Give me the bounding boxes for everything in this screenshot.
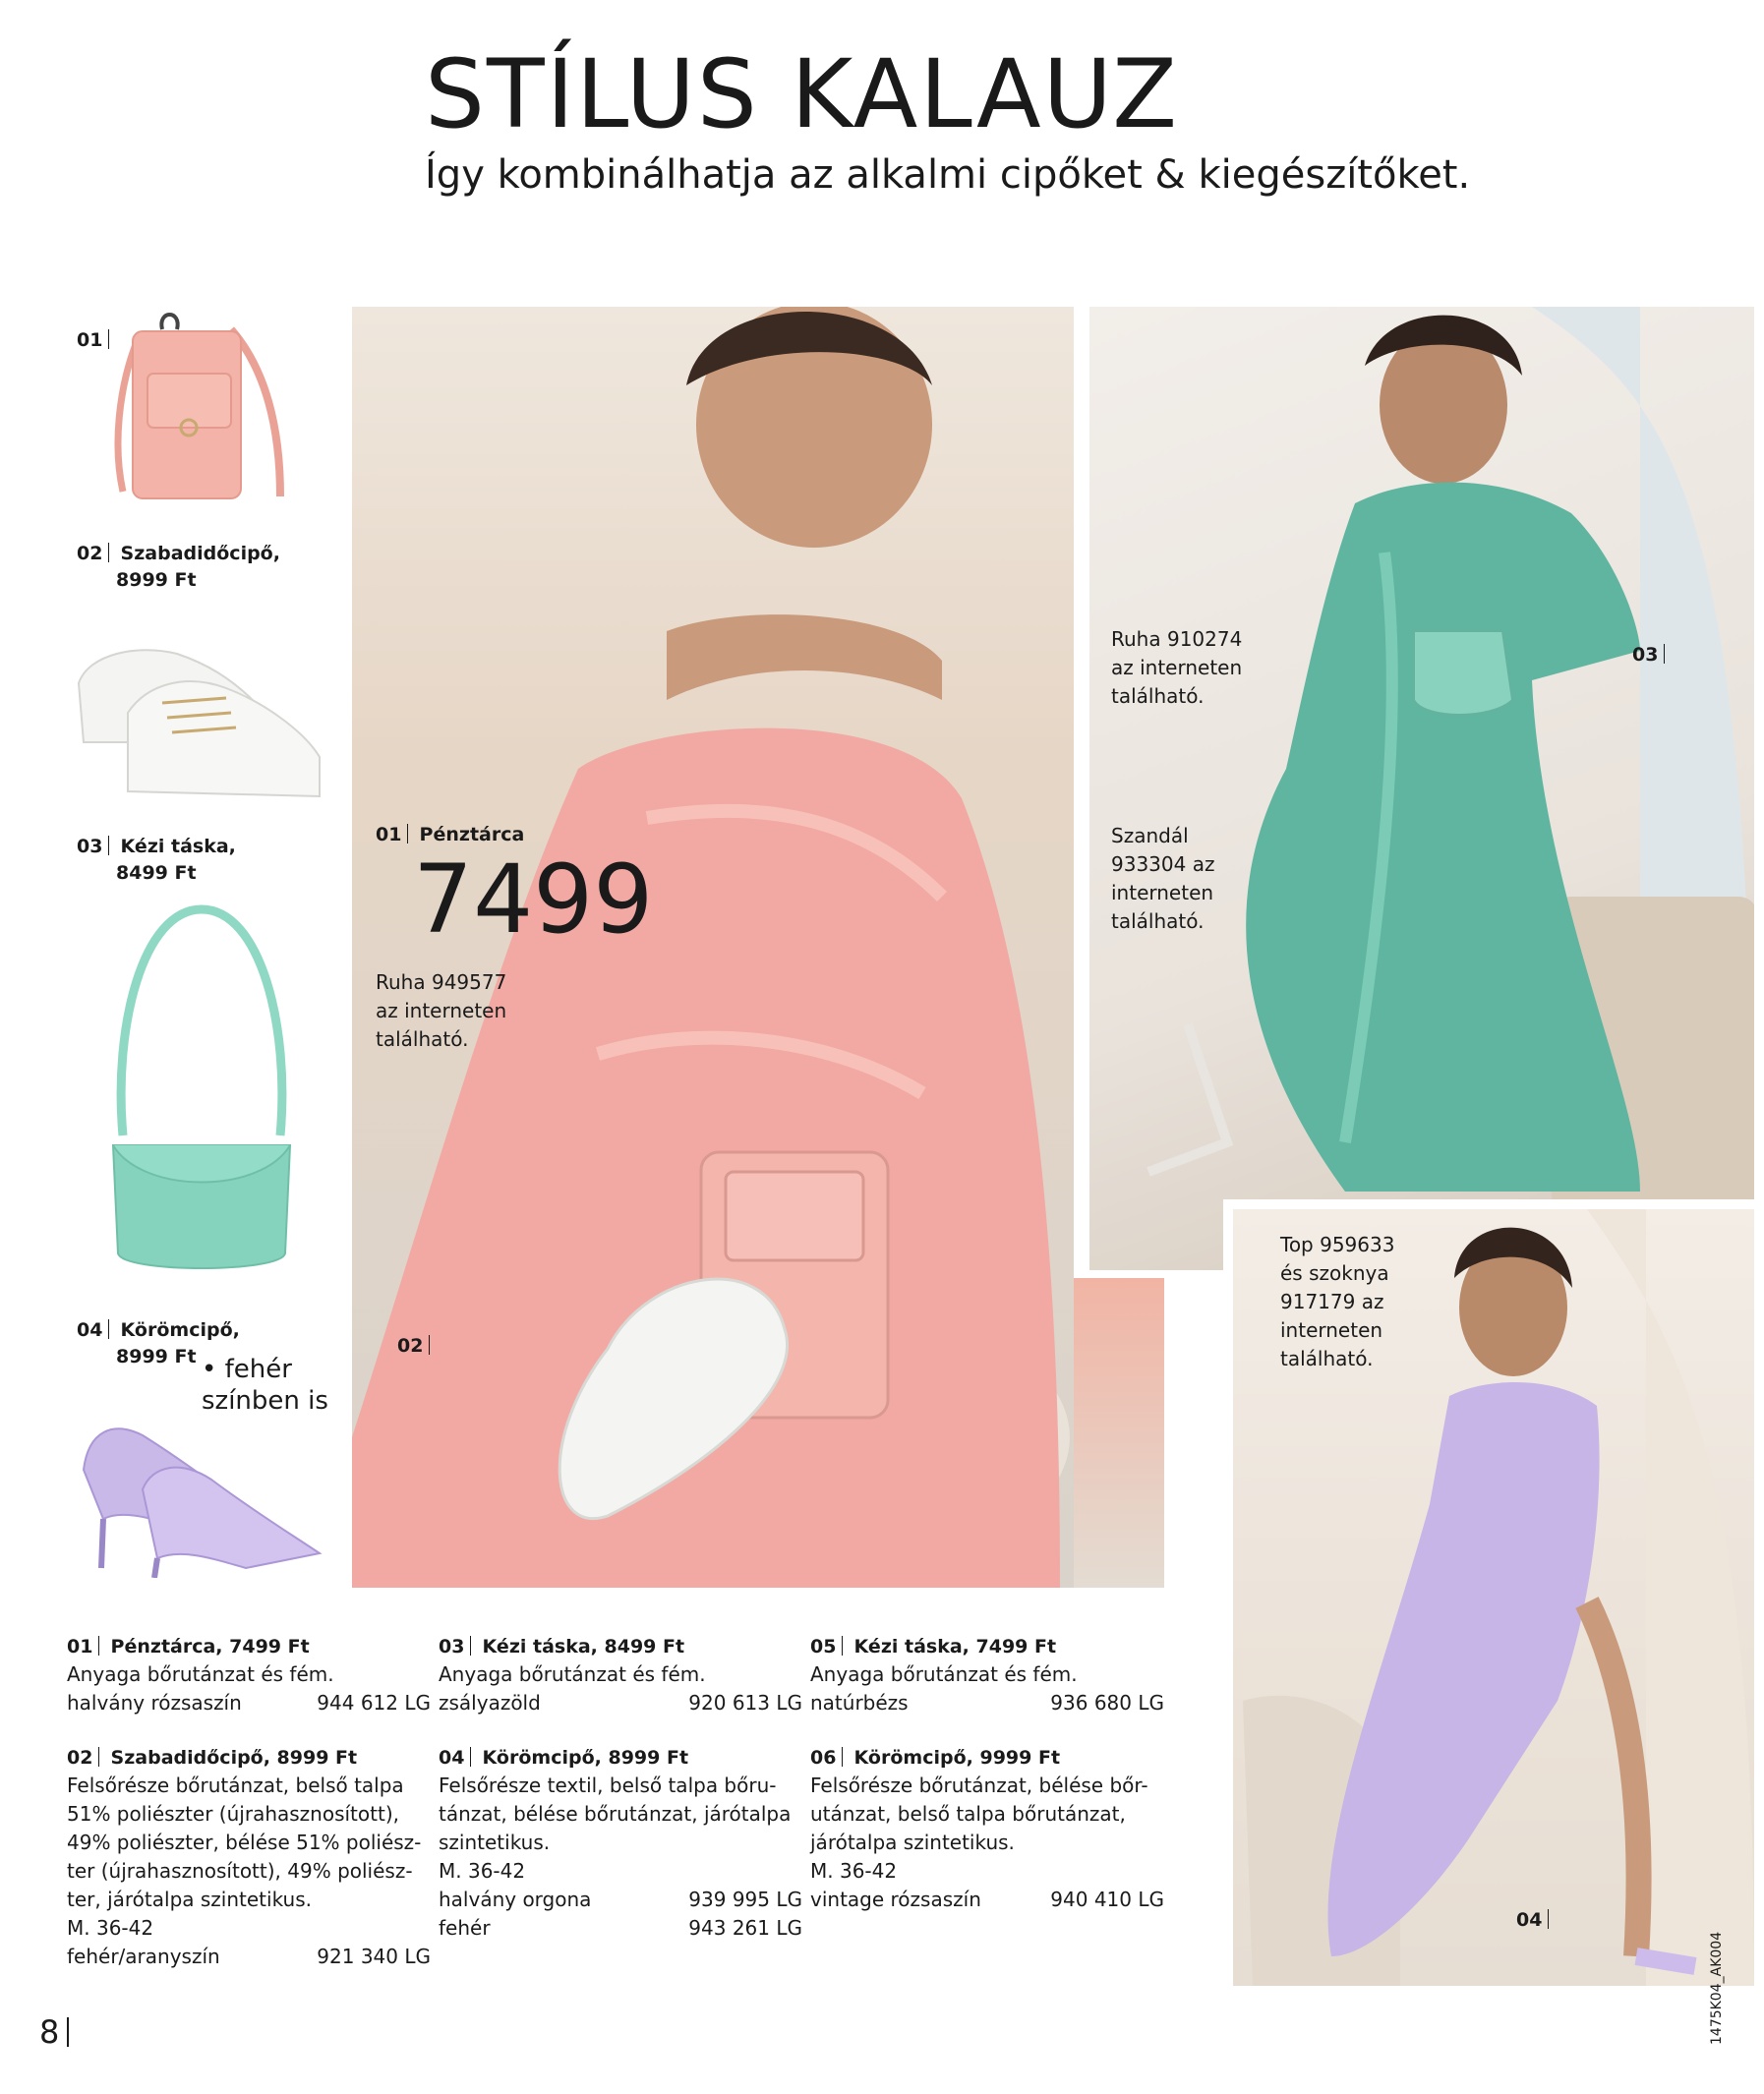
product-number: 02 xyxy=(67,1747,99,1769)
variant-row xyxy=(439,1886,802,1914)
handbag-icon xyxy=(103,900,300,1283)
product-column-1 xyxy=(67,1634,431,1971)
dress-note: Ruha 949577 az interneten található. xyxy=(376,970,507,1051)
page-subtitle: Így kombinálhatja az alkalmi cipőket & kiegészítőket. xyxy=(425,152,1471,198)
color-note: • fehér színben is xyxy=(202,1355,328,1416)
product-column-3 xyxy=(810,1634,1164,1914)
variant-code: 943 261 LG xyxy=(688,1916,802,1940)
variant-code: 940 410 LG xyxy=(1050,1888,1164,1911)
product-desc: járótalpa szintetikus. xyxy=(810,1831,1015,1854)
product-desc: Felsőrésze bőrutánzat, bélése bőr- xyxy=(810,1774,1148,1797)
product-desc: ter (újrahasznosított), 49% poliész- xyxy=(67,1859,413,1883)
product-desc: utánzat, belső talpa bőrutánzat, xyxy=(810,1802,1126,1826)
variant-color: halvány rózsaszín xyxy=(67,1691,242,1715)
product-desc: 51% poliészter (újrahasznosított), xyxy=(67,1802,399,1826)
item-number: 04 xyxy=(77,1319,109,1341)
variant-row xyxy=(67,1689,431,1717)
variant-code: 939 995 LG xyxy=(688,1888,802,1911)
left-item-03 xyxy=(77,834,236,887)
product-title: Szabadidőcipő, 8999 Ft xyxy=(110,1747,358,1769)
product-number: 04 xyxy=(439,1747,471,1769)
variant-row xyxy=(439,1689,802,1717)
item-price: 8999 Ft xyxy=(116,569,197,591)
product-06 xyxy=(810,1745,1164,1914)
big-price: 7499 xyxy=(413,844,654,955)
product-desc: Felsőrésze bőrutánzat, belső talpa xyxy=(67,1774,404,1797)
variant-row xyxy=(810,1689,1164,1717)
marker-02 xyxy=(397,1335,430,1357)
variant-code: 920 613 LG xyxy=(688,1691,802,1715)
item-number: 02 xyxy=(77,543,109,564)
product-desc: Anyaga bőrutánzat és fém. xyxy=(67,1662,334,1686)
catalog-code: 1475K04_AK004 xyxy=(1709,1931,1725,2045)
product-desc: Anyaga bőrutánzat és fém. xyxy=(439,1662,706,1686)
variant-color: vintage rózsaszín xyxy=(810,1888,981,1911)
product-number: 06 xyxy=(810,1747,843,1769)
page-number: 8 xyxy=(39,2013,69,2051)
product-title: Kézi táska, 7499 Ft xyxy=(853,1636,1057,1658)
item-price: 8999 Ft xyxy=(116,1346,197,1367)
product-desc: M. 36-42 xyxy=(439,1859,526,1883)
marker-03 xyxy=(1632,644,1665,666)
product-desc: M. 36-42 xyxy=(67,1916,154,1940)
marker-04 xyxy=(1516,1909,1549,1931)
product-01 xyxy=(67,1634,431,1717)
left-item-02 xyxy=(77,541,280,594)
item-name: Pénztárca xyxy=(419,824,525,845)
marker-number: 04 xyxy=(1516,1909,1549,1931)
product-number: 05 xyxy=(810,1636,843,1658)
variant-code: 944 612 LG xyxy=(317,1691,431,1715)
product-desc: Anyaga bőrutánzat és fém. xyxy=(810,1662,1078,1686)
product-desc: ter, járótalpa szintetikus. xyxy=(67,1888,312,1911)
variant-row xyxy=(810,1886,1164,1914)
product-title: Körömcipő, 8999 Ft xyxy=(482,1747,689,1769)
item-name: Kézi táska, xyxy=(120,836,236,857)
product-desc: szintetikus. xyxy=(439,1831,551,1854)
top-skirt-note: Top 959633 és szoknya 917179 az interneten található. xyxy=(1280,1233,1395,1370)
item-name: Szabadidőcipő, xyxy=(120,543,280,564)
marker-number: 03 xyxy=(1632,644,1665,666)
sandal-note: Szandál 933304 az interneten található. xyxy=(1111,824,1215,933)
product-number: 01 xyxy=(67,1636,99,1658)
item-number: 01 xyxy=(376,824,408,845)
product-column-2 xyxy=(439,1634,802,1943)
variant-color: fehér/aranyszín xyxy=(67,1945,220,1968)
variant-color: fehér xyxy=(439,1916,491,1940)
variant-code: 936 680 LG xyxy=(1050,1691,1164,1715)
product-title: Pénztárca, 7499 Ft xyxy=(110,1636,310,1658)
photo-pink-dress-extension xyxy=(1074,1278,1164,1588)
model-mint-illustration xyxy=(1089,307,1754,1270)
item-name: Körömcipő, xyxy=(120,1319,240,1341)
product-number: 03 xyxy=(439,1636,471,1658)
product-desc: 49% poliészter, bélése 51% poliész- xyxy=(67,1831,422,1854)
product-02 xyxy=(67,1745,431,1971)
item-price: 8499 Ft xyxy=(116,862,197,884)
product-desc: tánzat, bélése bőrutánzat, járótalpa xyxy=(439,1802,792,1826)
product-05 xyxy=(810,1634,1164,1717)
product-title: Kézi táska, 8499 Ft xyxy=(482,1636,685,1658)
marker-number: 02 xyxy=(397,1335,430,1357)
wallet-bag-icon xyxy=(108,310,295,516)
variant-color: zsályazöld xyxy=(439,1691,541,1715)
variant-row xyxy=(67,1943,431,1971)
pump-shoe-icon xyxy=(74,1371,329,1578)
photo-mint-dress xyxy=(1089,307,1754,1270)
product-04 xyxy=(439,1745,802,1943)
item-number: 03 xyxy=(77,836,109,857)
product-desc: Felsőrésze textil, belső talpa bőru- xyxy=(439,1774,777,1797)
variant-color: natúrbézs xyxy=(810,1691,909,1715)
page-title: STÍLUS KALAUZ xyxy=(425,39,1179,149)
variant-color: halvány orgona xyxy=(439,1888,592,1911)
product-title: Körömcipő, 9999 Ft xyxy=(853,1747,1061,1769)
product-desc: M. 36-42 xyxy=(810,1859,898,1883)
item-number: 01 xyxy=(77,329,109,351)
product-03 xyxy=(439,1634,802,1717)
left-item-01 xyxy=(77,329,109,351)
sneaker-icon xyxy=(69,605,334,801)
variant-code: 921 340 LG xyxy=(317,1945,431,1968)
variant-row xyxy=(439,1914,802,1943)
dress-note-2: Ruha 910274 az interneten található. xyxy=(1111,627,1243,708)
